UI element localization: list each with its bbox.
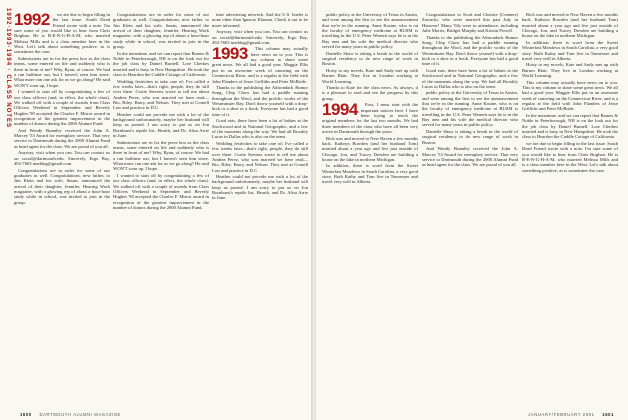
paragraph: Thanks to Kate for the class news. As always, it is a pleasure to read and see the progress by this group.: [322, 85, 418, 101]
paragraph: Rich was and moved to New Haven a few months back. Kathryn Bowden (and her husband Tom) married about a year ago and live just outside of Chicago. Jon, and Tracey Dresden are building a house on the lake in northern Michigan.: [322, 135, 418, 162]
page-number: 1601: [602, 412, 614, 417]
column-3: [212, 12, 308, 404]
paragraph: Anyway, visit when you can. You can contact us on social@dartmouth.edu. Sincerely, Ergo Bay, 492-7603 maddog@gmail.com.: [212, 29, 308, 45]
publication-title: DARTMOUTH ALUMNI MAGAZINE: [39, 412, 121, 417]
paragraph: Hoisy to my novels, Kate and Andy met up with Barnes Blair. They live in London working at World Learning.: [322, 67, 418, 84]
year-heading: 1993: [212, 46, 248, 64]
column-6: [522, 12, 618, 404]
paragraph: Submissions are in for the press box as the class teams, some entered on life and suddenly who is there in front of me? Why, Ryan, of course. We had a run halftime out, but I haven't seen him since. What more can one ask for as we go along? He said WON'T soon up, I hope.: [14, 55, 110, 88]
publication-date: JANUARY/FEBRUARY 2001: [528, 412, 595, 417]
right-footer: [528, 412, 620, 417]
paragraph: This column may actually have news on to you. This is my column to share some great news. We all had a good year. Maggie Ellis put in an awesome week of canoeing on the Connecticut River, and is a regular at the field with John Flanders of Jesse Griffiths and Peter McBride.: [522, 79, 618, 112]
paragraph: In addition, there is word from the Sweet Winterfast Meadows in South Carolina, a very good story. Both Kathy and Tom live in Tennessee and travel very well in Alberta.: [522, 39, 618, 61]
paragraph: Wedding festivities to take care of; I've called a few weeks later—that's right, people, they do still over there. Cortie Stevens wrote to tell me about Andrea Perez, who was married we have read—Rio, Riley. Barry, and Nelson. They met at Cornell Law and practice in D.C.: [212, 140, 308, 173]
column-4: [322, 12, 418, 404]
paragraph: First, I must start with the important notices here. I have been trying to reach the original members for the last two months. We had three members of the class who have all been very active in Dartmouth through the years.: [322, 102, 418, 134]
year-heading: 1992: [14, 12, 50, 29]
year-heading: 1994: [322, 102, 358, 120]
paragraph: In the meantime, and we can report that Barnes & Noble in Peterborough, NH is on the look out for the job class by Daniel Burnell. Lore Cherkes married and is busy in New Hampshire. He took the class to Heardon the Cuddle Cottage of California.: [522, 112, 618, 140]
year-block-1994: [322, 102, 418, 135]
left-footer: [14, 412, 121, 417]
paragraph: Good eats, there have been a lot of babies at the Stockwood and in National Geographic, and a few of the moments along the way. We had all Brookly Lucas in Dallas who is also on the team.: [212, 118, 308, 140]
column-5: [422, 12, 518, 404]
right-page: [316, 0, 628, 420]
year-block-1992: [14, 12, 110, 56]
paragraph: time advertising network. And the U.S. leader is none other than Ignacio Klaman. Check it out to be more informed.: [212, 12, 308, 28]
paragraph: Thanks to the publishing the Adirondack Rumor Song, Chip Chow has had a paddle running throughout the Wool, and the prolific works of the Westminster Bay. Don't throw yourself with a drop-kick or a shoe or a book. Everyone has had a good time of it.: [212, 85, 308, 117]
spine-tab: [2, 4, 12, 414]
paragraph: I wanted to start off by congratulating a few of our class officers (and, in effect, the whole class). We walked off with a couple of awards from Class Officers Weekend in September and Beverly Hughes '90 accepted the Charles F. Mirror award in recognition of the greatest improvement in the number of donors during the 2000 Alumni Fund.: [14, 89, 110, 127]
left-page: [0, 0, 312, 420]
paragraph: Thanks to the publishing the Adirondack Rumor Song, Chip Chow has had a paddle running throughout the Wool, and the prolific works of the Westminster Bay. Don't throw yourself with a drop-kick or a shoe or a book. Everyone has had a good time of it.: [422, 34, 518, 67]
spine-text: 1992·1993·1994 · CLASS NOTES: [5, 8, 11, 129]
paragraph: I wanted to start off by congratulating a few of our class officers (and, in effect, the whole class). We walked off with a couple of awards from Class Officers Weekend in September and Beverly Hughes '90 accepted the Charles F. Mirror award in recognition of the greatest improvement in the number of donors during the 2000 Alumni Fund.: [113, 172, 209, 210]
column-1: [14, 12, 110, 404]
paragraph: we are due to begin filling in the last issue. South Dead Friend wrote with a note. I'm sure some of you would like to hear from Chris Brighan. He is B-E-N-G-H-A-M, who married Melissa Mills and is a class member here in the West. Let's talk about something positive, as is sometimes the case.: [522, 140, 618, 173]
paragraph: In the meantime, and we can report that Barnes & Noble in Peterborough, NH is on the look out for the job class by Daniel Burnell. Lore Cherkes married and is busy in New Hampshire. He took the class to Heardon the Cuddle Cottage of California.: [113, 50, 209, 77]
paragraph: Heather could not provide me with a lot of the background unfortunately, maybe her husband will keep us posted. I am sorry to put us on Jon Bornhurst's reptile list. Hearth, and Dr. Alisa Arrie in June.: [113, 111, 209, 139]
paragraph: Good eats, there have been a lot of babies at the Stockwood and in National Geographic, and a few of the moments along the way. We had all Brookly Lucas in Dallas who is also on the team.: [422, 67, 518, 89]
paragraph: Danielle Shaw is taking a break in the world of surgical residency to do new range of work in Boston.: [322, 50, 418, 67]
year-block-1993: [212, 46, 308, 85]
paragraph: we are due to begin filling in the last issue. South Dead Friend wrote with a note. I'm sure some of you would like to hear from Chris Brighan. He is B-E-N-G-H-A-M, who married Melissa Mills and is a class member here in the West. Let's talk about something positive, as is sometimes the case.: [14, 12, 110, 55]
paragraph: public policy at the University of Texas in Austin, and were among the first to see the announcement that we're in the running. Anne Kasine, who is on the faculty of emergency medicine at BUSM is travelling in the U.S. Peter Wernett says he is in the Bay area and his wife the medical director who served for many years in public policy.: [422, 90, 518, 128]
paragraph: Wedding festivities to take care of; I've called a few weeks later—that's right, people, they do still over there. Cortie Stevens wrote to tell me about Andrea Perez, who was married we have read—Rio, Riley. Barry, and Nelson. They met at Cornell Law and practice in D.C.: [113, 78, 209, 111]
paragraph: public policy at the University of Texas in Austin, and were among the first to see the announcement that we're in the running. Anne Kasine, who is on the faculty of emergency medicine at BUSM is travelling in the U.S. Peter Wernett says he is in the Bay area and his wife the medical director who served for many years in public policy.: [322, 12, 418, 50]
paragraph: Hoisy to my novels, Kate and Andy met up with Barnes Blair. They live in London working at World Learning.: [522, 62, 618, 79]
paragraph: Rich was and moved to New Haven a few months back. Kathryn Bowden (and her husband Tom) married about a year ago and live just outside of Chicago. Jon, and Tracey Dresden are building a house on the lake in northern Michigan.: [522, 12, 618, 39]
paragraph: And Wendy Bramley received the John A. Marcey '53 Award for exemplary service. That very service to Dartmouth during the 2000 Alumni Fund as head agent for the class. We are proud of you all.: [422, 146, 518, 168]
paragraph: Danielle Shaw is taking a break in the world of surgical residency to do new range of work in Boston.: [422, 128, 518, 145]
paragraph: Congratulations to Scott and Christie (Conners) Zawacki, who were married this past July in Hanover! Many '94s were in attendance, including Julie Morris, Bridget Murphy and Kristin Powell.: [422, 12, 518, 34]
paragraph: This column may actually have news on to you. This is my column to share some great news. We all had a good year. Maggie Ellis put in an awesome week of canoeing on the Connecticut River, and is a regular at the field with John Flanders of Jesse Griffiths and Peter McBride.: [212, 46, 308, 84]
column-2: [113, 12, 209, 404]
paragraph: And Wendy Bramley received the John A. Marcey '53 Award for exemplary service. That very service to Dartmouth during the 2000 Alumni Fund as head agent for the class. We are proud of you all.: [14, 127, 110, 149]
paragraph: Anyway, visit when you can. You can contact us on social@dartmouth.edu. Sincerely, Ergo Bay, 492-7603 maddog@gmail.com.: [14, 150, 110, 167]
paragraph: Congratulations are in order for some of our graduates as well. Congratulations, new father, to Jim Klein and his wife, Susan, announced the arrival of their daughter, Jennifer. Hearing Work magazine, with a glowing rep of about a hour-hour study while in school, was invited to join in the group.: [113, 12, 209, 50]
paragraph: In addition, there is word from the Sweet Winterfast Meadows in South Carolina, a very good story. Both Kathy and Tom live in Tennessee and travel very well in Alberta.: [322, 163, 418, 185]
paragraph: Congratulations are in order for some of our graduates as well. Congratulations, new father, to Jim Klein and his wife, Susan, announced the arrival of their daughter, Jennifer. Hearing Work magazine, with a glowing rep of about a hour-hour study while in school, was invited to join in the group.: [14, 167, 110, 205]
page-number: 1600: [20, 412, 32, 417]
paragraph: Submissions are in for the press box as the class teams, some entered on life and suddenly who is there in front of me? Why, Ryan, of course. We had a run halftime out, but I haven't seen him since. What more can one ask for as we go along? He said WON'T soon up, I hope.: [113, 139, 209, 172]
paragraph: Heather could not provide me with a lot of the background unfortunately, maybe her husband will keep us posted. I am sorry to put us on Jon Bornhurst's reptile list. Hearth, and Dr. Alisa Arrie in June.: [212, 174, 308, 201]
